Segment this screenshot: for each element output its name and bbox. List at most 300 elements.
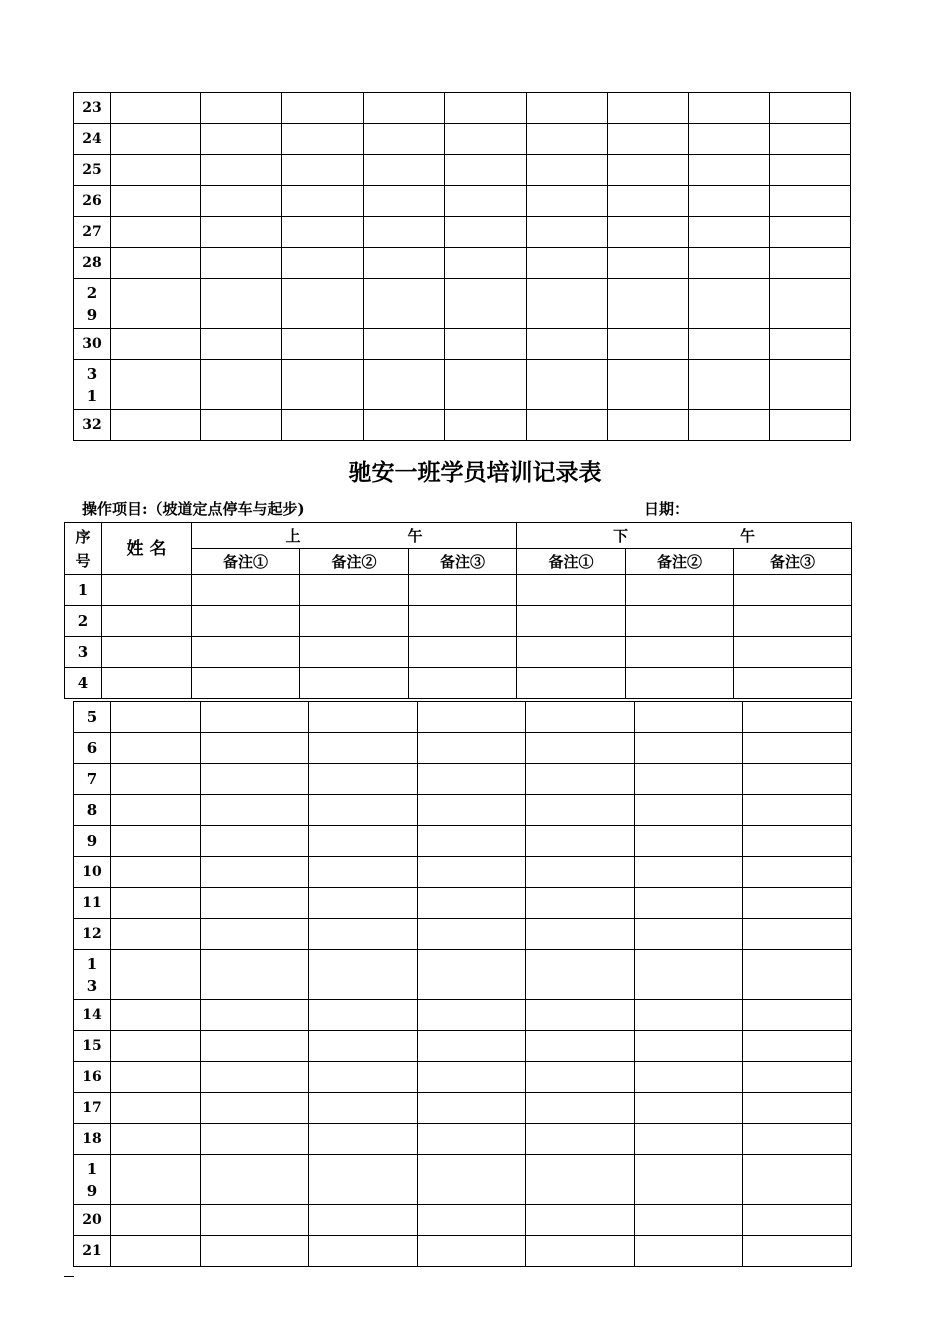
blank-cell[interactable] [201,279,282,329]
blank-cell[interactable] [409,637,517,668]
table-row [74,950,852,1000]
blank-cell[interactable] [527,124,608,155]
blank-cell[interactable] [635,1124,743,1155]
blank-cell[interactable] [309,1236,418,1267]
blank-cell[interactable] [445,93,527,124]
blank-cell[interactable] [527,217,608,248]
blank-cell[interactable] [527,155,608,186]
blank-cell[interactable] [364,217,445,248]
blank-cell[interactable] [111,155,201,186]
blank-cell[interactable] [527,248,608,279]
blank-cell[interactable] [770,186,851,217]
blank-cell[interactable] [201,795,309,826]
row-number: 20 [74,1205,111,1236]
table-row [74,702,852,733]
blank-cell[interactable] [526,1155,635,1205]
blank-cell[interactable] [635,1062,743,1093]
table-row [74,888,852,919]
blank-cell[interactable] [418,1236,526,1267]
blank-cell[interactable] [635,702,743,733]
table-row [74,155,851,186]
blank-cell[interactable] [409,606,517,637]
blank-cell[interactable] [626,575,734,606]
blank-cell[interactable] [608,360,689,410]
row-number: 10 [74,857,111,888]
blank-cell[interactable] [527,410,608,441]
meta-row [82,498,852,522]
table-row [74,1062,852,1093]
blank-cell[interactable] [635,795,743,826]
table-row [74,279,851,329]
table-row [65,606,852,637]
table-row [65,575,852,606]
blank-cell[interactable] [111,919,201,950]
table-row [74,329,851,360]
blank-cell[interactable] [418,950,526,1000]
blank-cell[interactable] [689,186,770,217]
blank-cell[interactable] [743,795,852,826]
blank-cell[interactable] [635,1093,743,1124]
row-number: 8 [74,795,111,826]
blank-cell[interactable] [111,217,201,248]
project-label: 操作项目:（坡道定点停车与起步) [82,500,305,518]
blank-cell[interactable] [608,124,689,155]
blank-cell[interactable] [608,93,689,124]
blank-cell[interactable] [445,279,527,329]
table-row [74,1000,852,1031]
blank-cell[interactable] [111,1093,201,1124]
blank-cell[interactable] [309,795,418,826]
blank-cell[interactable] [689,93,770,124]
blank-cell[interactable] [111,1124,201,1155]
blank-cell[interactable] [689,248,770,279]
blank-cell[interactable] [418,826,526,857]
blank-cell[interactable] [111,248,201,279]
blank-cell[interactable] [364,329,445,360]
blank-cell[interactable] [201,155,282,186]
blank-cell[interactable] [635,1000,743,1031]
blank-cell[interactable] [282,93,364,124]
blank-cell[interactable] [635,950,743,1000]
blank-cell[interactable] [418,919,526,950]
row-number: 14 [74,1000,111,1031]
blank-cell[interactable] [445,155,527,186]
blank-cell[interactable] [526,826,635,857]
blank-cell[interactable] [526,1031,635,1062]
blank-cell[interactable] [526,795,635,826]
blank-cell[interactable] [635,764,743,795]
blank-cell[interactable] [201,410,282,441]
row-number: 27 [74,217,111,248]
blank-cell[interactable] [418,795,526,826]
blank-cell[interactable] [282,155,364,186]
table-row [74,919,852,950]
blank-cell[interactable] [309,1031,418,1062]
row-number: 2 9 [74,279,111,329]
blank-cell[interactable] [743,857,852,888]
blank-cell[interactable] [418,1000,526,1031]
blank-cell[interactable] [770,217,851,248]
note-header: 备注③ [734,549,852,575]
blank-cell[interactable] [201,124,282,155]
blank-cell[interactable] [201,1236,309,1267]
row-number: 1 [65,575,102,606]
blank-cell[interactable] [517,606,626,637]
blank-cell[interactable] [201,1093,309,1124]
blank-cell[interactable] [111,826,201,857]
blank-cell[interactable] [418,888,526,919]
blank-cell[interactable] [635,826,743,857]
blank-cell[interactable] [111,857,201,888]
table-row [65,637,852,668]
blank-cell[interactable] [364,410,445,441]
blank-cell[interactable] [526,888,635,919]
table-row [74,733,852,764]
blank-cell[interactable] [527,93,608,124]
blank-cell[interactable] [608,217,689,248]
blank-cell[interactable] [300,575,409,606]
blank-cell[interactable] [608,248,689,279]
blank-cell[interactable] [201,360,282,410]
blank-cell[interactable] [282,217,364,248]
blank-cell[interactable] [282,186,364,217]
blank-cell[interactable] [111,1031,201,1062]
blank-cell[interactable] [445,217,527,248]
blank-cell[interactable] [526,764,635,795]
blank-cell[interactable] [626,637,734,668]
blank-cell[interactable] [300,606,409,637]
blank-cell[interactable] [635,888,743,919]
blank-cell[interactable] [364,279,445,329]
blank-cell[interactable] [102,637,192,668]
table-row [74,186,851,217]
blank-cell[interactable] [526,1124,635,1155]
blank-cell[interactable] [201,1155,309,1205]
blank-cell[interactable] [418,1031,526,1062]
blank-cell[interactable] [201,217,282,248]
blank-cell[interactable] [689,217,770,248]
record-table-continued [73,701,852,1267]
blank-cell[interactable] [111,279,201,329]
blank-cell[interactable] [635,1205,743,1236]
blank-cell[interactable] [608,186,689,217]
blank-cell[interactable] [111,329,201,360]
blank-cell[interactable] [517,637,626,668]
blank-cell[interactable] [526,1236,635,1267]
blank-cell[interactable] [111,360,201,410]
blank-cell[interactable] [743,764,852,795]
blank-cell[interactable] [282,279,364,329]
blank-cell[interactable] [201,1062,309,1093]
blank-cell[interactable] [608,279,689,329]
blank-cell[interactable] [309,950,418,1000]
blank-cell[interactable] [282,329,364,360]
blank-cell[interactable] [770,93,851,124]
blank-cell[interactable] [517,668,626,699]
blank-cell[interactable] [309,857,418,888]
blank-cell[interactable] [201,329,282,360]
blank-cell[interactable] [526,1093,635,1124]
blank-cell[interactable] [526,919,635,950]
blank-cell[interactable] [111,186,201,217]
blank-cell[interactable] [111,795,201,826]
page-title: 驰安一班学员培训记录表 [348,459,602,486]
blank-cell[interactable] [526,1062,635,1093]
row-number: 23 [74,93,111,124]
blank-cell[interactable] [418,733,526,764]
blank-cell[interactable] [445,248,527,279]
row-number: 7 [74,764,111,795]
blank-cell[interactable] [445,329,527,360]
blank-cell[interactable] [626,606,734,637]
row-number: 6 [74,733,111,764]
row-number: 15 [74,1031,111,1062]
blank-cell[interactable] [201,1000,309,1031]
blank-cell[interactable] [201,919,309,950]
blank-cell[interactable] [743,919,852,950]
blank-cell[interactable] [300,637,409,668]
blank-cell[interactable] [689,329,770,360]
note-header: 备注② [626,549,734,575]
blank-cell[interactable] [526,950,635,1000]
note-header: 备注① [517,549,626,575]
blank-cell[interactable] [309,702,418,733]
name-header: 姓 名 [102,523,192,575]
table-row [74,1093,852,1124]
blank-cell[interactable] [689,124,770,155]
row-number: 21 [74,1236,111,1267]
blank-cell[interactable] [526,857,635,888]
blank-cell[interactable] [111,888,201,919]
blank-cell[interactable] [418,702,526,733]
blank-cell[interactable] [734,668,852,699]
blank-cell[interactable] [409,575,517,606]
page-edge-mark [64,1276,74,1277]
blank-cell[interactable] [445,360,527,410]
blank-cell[interactable] [608,329,689,360]
blank-cell[interactable] [364,93,445,124]
blank-cell[interactable] [282,410,364,441]
blank-cell[interactable] [527,360,608,410]
blank-cell[interactable] [111,1236,201,1267]
table-row [74,248,851,279]
blank-cell[interactable] [111,733,201,764]
blank-cell[interactable] [770,155,851,186]
blank-cell[interactable] [689,279,770,329]
blank-cell[interactable] [527,279,608,329]
blank-cell[interactable] [527,329,608,360]
blank-cell[interactable] [282,360,364,410]
blank-cell[interactable] [445,186,527,217]
blank-cell[interactable] [364,155,445,186]
blank-cell[interactable] [111,410,201,441]
blank-cell[interactable] [734,637,852,668]
blank-cell[interactable] [770,279,851,329]
row-number: 32 [74,410,111,441]
blank-cell[interactable] [111,1062,201,1093]
blank-cell[interactable] [201,93,282,124]
blank-cell[interactable] [364,124,445,155]
blank-cell[interactable] [192,606,300,637]
blank-cell[interactable] [364,248,445,279]
blank-cell[interactable] [418,1205,526,1236]
blank-cell[interactable] [309,919,418,950]
blank-cell[interactable] [201,1031,309,1062]
blank-cell[interactable] [743,1062,852,1093]
blank-cell[interactable] [526,733,635,764]
blank-cell[interactable] [770,124,851,155]
blank-cell[interactable] [526,702,635,733]
blank-cell[interactable] [734,575,852,606]
blank-cell[interactable] [689,155,770,186]
blank-cell[interactable] [770,360,851,410]
note-header: 备注② [300,549,409,575]
blank-cell[interactable] [111,124,201,155]
table-row [74,410,851,441]
table-row [74,826,852,857]
table-row [74,857,852,888]
row-number: 30 [74,329,111,360]
blank-cell[interactable] [527,186,608,217]
blank-cell[interactable] [526,1205,635,1236]
blank-cell[interactable] [689,410,770,441]
blank-cell[interactable] [635,919,743,950]
blank-cell[interactable] [309,764,418,795]
blank-cell[interactable] [102,668,192,699]
blank-cell[interactable] [608,155,689,186]
blank-cell[interactable] [111,702,201,733]
blank-cell[interactable] [282,124,364,155]
blank-cell[interactable] [418,1124,526,1155]
blank-cell[interactable] [201,186,282,217]
blank-cell[interactable] [201,764,309,795]
blank-cell[interactable] [418,857,526,888]
blank-cell[interactable] [743,1000,852,1031]
blank-cell[interactable] [192,575,300,606]
blank-cell[interactable] [635,733,743,764]
blank-cell[interactable] [734,606,852,637]
blank-cell[interactable] [309,1155,418,1205]
blank-cell[interactable] [102,575,192,606]
blank-cell[interactable] [743,1236,852,1267]
blank-cell[interactable] [445,124,527,155]
record-table [64,522,852,699]
note-header: 备注③ [409,549,517,575]
blank-cell[interactable] [201,248,282,279]
blank-cell[interactable] [111,950,201,1000]
blank-cell[interactable] [309,1205,418,1236]
blank-cell[interactable] [201,1205,309,1236]
blank-cell[interactable] [635,1031,743,1062]
blank-cell[interactable] [192,637,300,668]
row-number: 1 3 [74,950,111,1000]
blank-cell[interactable] [309,733,418,764]
blank-cell[interactable] [743,733,852,764]
blank-cell[interactable] [201,888,309,919]
blank-cell[interactable] [111,1205,201,1236]
blank-cell[interactable] [608,410,689,441]
table-row [74,795,852,826]
table-row [65,668,852,699]
table-row [74,217,851,248]
blank-cell[interactable] [409,668,517,699]
blank-cell[interactable] [309,1093,418,1124]
blank-cell[interactable] [517,575,626,606]
blank-cell[interactable] [364,186,445,217]
blank-cell[interactable] [770,410,851,441]
blank-cell[interactable] [201,857,309,888]
row-number: 9 [74,826,111,857]
blank-cell[interactable] [635,1236,743,1267]
row-number: 3 1 [74,360,111,410]
blank-cell[interactable] [418,1155,526,1205]
blank-cell[interactable] [201,950,309,1000]
blank-cell[interactable] [111,1000,201,1031]
blank-cell[interactable] [743,1124,852,1155]
table-row [74,124,851,155]
blank-cell[interactable] [418,1062,526,1093]
table-row [74,1155,852,1205]
blank-cell[interactable] [743,1093,852,1124]
blank-cell[interactable] [300,668,409,699]
blank-cell[interactable] [364,360,445,410]
blank-cell[interactable] [309,1000,418,1031]
blank-cell[interactable] [309,1124,418,1155]
row-number: 11 [74,888,111,919]
blank-cell[interactable] [770,248,851,279]
blank-cell[interactable] [309,1062,418,1093]
blank-cell[interactable] [635,1155,743,1205]
blank-cell[interactable] [635,857,743,888]
seq-header: 序 号 [65,523,102,575]
blank-cell[interactable] [201,826,309,857]
blank-cell[interactable] [111,764,201,795]
row-number: 17 [74,1093,111,1124]
date-label: 日期： [644,500,690,518]
blank-cell[interactable] [526,1000,635,1031]
blank-cell[interactable] [309,826,418,857]
blank-cell[interactable] [111,1155,201,1205]
blank-cell[interactable] [743,1155,852,1205]
blank-cell[interactable] [626,668,734,699]
blank-cell[interactable] [102,606,192,637]
table-row [74,93,851,124]
blank-cell[interactable] [743,1205,852,1236]
row-number: 16 [74,1062,111,1093]
blank-cell[interactable] [770,329,851,360]
blank-cell[interactable] [309,888,418,919]
blank-cell[interactable] [743,1031,852,1062]
blank-cell[interactable] [111,93,201,124]
table-row [74,360,851,410]
blank-cell[interactable] [689,360,770,410]
blank-cell[interactable] [445,410,527,441]
row-number: 28 [74,248,111,279]
blank-cell[interactable] [418,764,526,795]
blank-cell[interactable] [418,1093,526,1124]
blank-cell[interactable] [201,733,309,764]
blank-cell[interactable] [201,702,309,733]
note-header: 备注① [192,549,300,575]
blank-cell[interactable] [743,950,852,1000]
blank-cell[interactable] [201,1124,309,1155]
blank-cell[interactable] [743,826,852,857]
blank-cell[interactable] [192,668,300,699]
table-row [74,1031,852,1062]
blank-cell[interactable] [282,248,364,279]
blank-cell[interactable] [743,702,852,733]
blank-cell[interactable] [743,888,852,919]
